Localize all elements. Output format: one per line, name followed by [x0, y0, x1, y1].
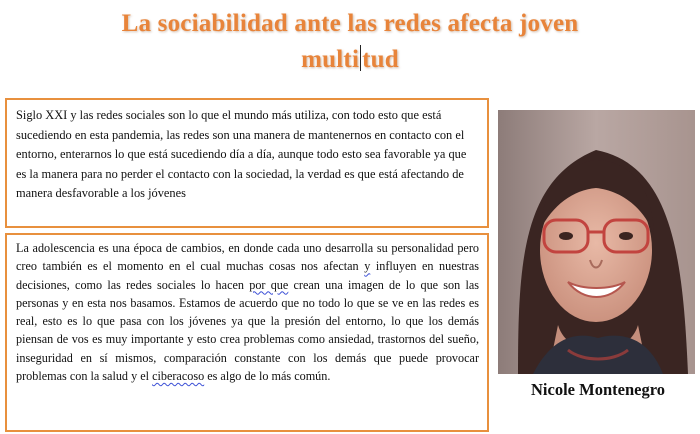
body-text-box[interactable] — [5, 233, 489, 432]
author-photo[interactable] — [498, 110, 695, 374]
document-title — [40, 6, 660, 78]
body-text-segment: influyen en nuestras decisiones, como las redes sociales lo hacen — [16, 259, 479, 292]
intro-paragraph: Siglo XXI y las redes sociales son lo que el mundo más utiliza, con todo esto que está sucediendo en esta pandemia, las redes son una manera de mantenernos en contacto con el entorno, enterarnos lo que está sucediendo día a día, aunque todo esto sea favorable ya que es la manera para no perder el contacto con la sociedad, la verdad es que está afectando de manera desfavorable a los jóvenes — [16, 108, 467, 201]
title-line-2 — [40, 42, 660, 78]
body-paragraph — [16, 239, 479, 385]
body-text-segment: La adolescencia es una época de cambios, en donde cada uno desarrolla su personalidad pero creo también es el momento en el cual muchas cosas nos afectan — [16, 241, 479, 274]
body-text-segment: crean una imagen de lo que son las personas y en esta nos basamos. Estamos de acuerdo que no todo lo que se ve en las redes es real, esto es lo que pasa con los jóvenes ya que la presión del entorno, lo que los demás piensan de vos es muy importante y esto crea problemas como ansiedad, trastornos del sueño, inseguridad en sí mismos, comparación constante con los demás que puede provocar problemas con la salud y el — [16, 277, 480, 384]
title-line-2-end: tud — [362, 46, 399, 73]
spellcheck-word[interactable]: por que — [249, 277, 289, 292]
portrait-image — [498, 110, 695, 374]
text-cursor — [360, 45, 361, 71]
title-line-1: La sociabilidad ante las redes afecta joven — [121, 10, 579, 37]
spellcheck-word[interactable]: ciberacoso — [152, 369, 205, 384]
photo-caption: Nicole Montenegro — [531, 380, 665, 399]
title-line-2-start: multi — [301, 46, 360, 73]
spellcheck-word[interactable]: y — [364, 259, 371, 274]
body-text-segment: es algo de lo más común. — [204, 369, 331, 384]
intro-text-box[interactable] — [5, 98, 489, 228]
